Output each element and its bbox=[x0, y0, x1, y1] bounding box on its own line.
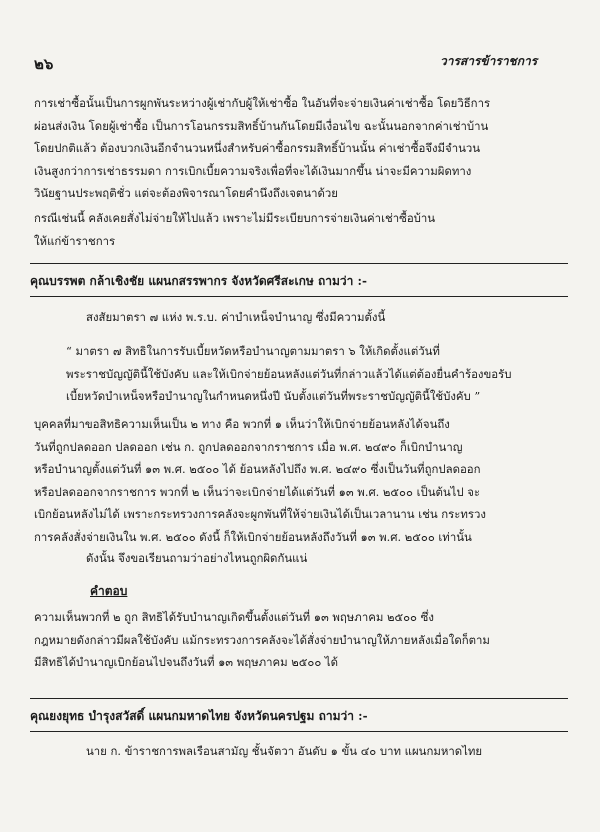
page-number: ๒๖ bbox=[34, 55, 54, 73]
divider bbox=[30, 263, 568, 264]
text-line: กฎหมายดังกล่าวมีผลใช้บังคับ แม้กระทรวงการคลังจะได้สั่งจ่ายบำนาญให้ภายหลังเมื่อใดก็ตาม bbox=[34, 632, 490, 647]
paragraph-ruling bbox=[34, 207, 566, 252]
question-close: ดังนั้น จึงขอเรียนถามว่าอย่างไหนถูกผิดกันแน่ bbox=[86, 551, 308, 565]
quoted-law bbox=[66, 340, 566, 408]
divider bbox=[30, 296, 568, 297]
text-line: บุคคลที่มาขอสิทธิความเห็นเป็น ๒ ทาง คือ พวกที่ ๑ เห็นว่าให้เบิกจ่ายย้อนหลังได้จนถึง bbox=[34, 417, 450, 431]
text-line: “ มาตรา ๗ สิทธิในการรับเบี้ยหวัดหรือบำนาญตามมาตรา ๖ ให้เกิดตั้งแต่วันที่ bbox=[66, 344, 440, 358]
text-line: การเช่าซื้อนั้นเป็นการผูกพันระหว่างผู้เช่ากับผู้ให้เช่าซื้อ ในอันที่จะจ่ายเงินค่าเช่าซื้อ โดยวิธีการ bbox=[34, 96, 491, 110]
question-2-first-line: นาย ก. ข้าราชการพลเรือนสามัญ ชั้นจัตวา อันดับ ๑ ขั้น ๔๐ บาท แผนกมหาดไทย bbox=[86, 744, 483, 758]
text-line: เงินสูงกว่าการเช่าธรรมดา การเบิกเบี้ยความจริงเพื่อที่จะได้เงินมากขึ้น น่าจะมีความผิดทาง bbox=[34, 163, 472, 178]
answer-body bbox=[34, 606, 566, 674]
text-line: โดยปกติแล้ว ต้องบวกเงินอีกจำนวนหนึ่งสำหรับค่าซื้อกรรมสิทธิ์บ้านนั้น ค่าเช่าซื้อจึงมีจำนวน bbox=[34, 141, 481, 155]
text-line: การคลังสั่งจ่ายเงินใน พ.ศ. ๒๕๐๐ ดังนี้ ก็ให้เบิกจ่ายย้อนหลังถึงวันที่ ๑๓ พ.ศ. ๒๕๐๐ เท่านั้น bbox=[34, 529, 472, 544]
running-head: วารสารข้าราชการ bbox=[440, 54, 538, 68]
question-body bbox=[34, 413, 566, 548]
answer-label: คำตอบ bbox=[90, 584, 128, 598]
question-intro: สงสัยมาตรา ๗ แห่ง พ.ร.บ. ค่าบำเหน็จบำนาญ ซึ่งมีความตั้งนี้ bbox=[86, 310, 386, 324]
text-line: วินัยฐานประพฤติชั่ว แต่จะต้องพิจารณาโดยคำนึงถึงเจตนาด้วย bbox=[34, 186, 338, 200]
text-line: วันที่ถูกปลดออก ปลดออก เช่น ก. ถูกปลดออกจากราชการ เมื่อ พ.ศ. ๒๔๙๐ ก็เบิกบำนาญ bbox=[34, 439, 463, 454]
text-line: หรือบำนาญตั้งแต่วันที่ ๑๓ พ.ศ. ๒๕๐๐ ได้ ย้อนหลังไปถึง พ.ศ. ๒๔๙๐ ซึ่งเป็นวันที่ถูกปลดออก bbox=[34, 462, 481, 476]
text-line: ความเห็นพวกที่ ๒ ถูก สิทธิได้รับบำนาญเกิดขึ้นตั้งแต่วันที่ ๑๓ พฤษภาคม ๒๕๐๐ ซึ่ง bbox=[34, 610, 434, 624]
text-line: มีสิทธิได้บำนาญเบิกย้อนไปจนถึงวันที่ ๑๓ พฤษภาคม ๒๕๐๐ ได้ bbox=[34, 655, 339, 669]
text-line: หรือปลดออกจากราชการ พวกที่ ๒ เห็นว่าจะเบิกจ่ายได้แต่วันที่ ๑๓ พ.ศ. ๒๕๐๐ เป็นต้นไป จะ bbox=[34, 484, 481, 499]
paragraph-hire-purchase bbox=[34, 92, 566, 205]
question-heading-2: คุณยงยุทธ บำรุงสวัสดิ์ แผนกมหาดไทย จังหวัดนครปฐม ถามว่า :- bbox=[30, 709, 368, 723]
text-line: เบี้ยหวัดบำเหน็จหรือบำนาญในกำหนดหนึ่งปี นับตั้งแต่วันที่พระราชบัญญัตินี้ใช้บังคับ ” bbox=[66, 389, 481, 403]
text-line: ให้แก่ข้าราชการ bbox=[34, 233, 116, 248]
divider bbox=[30, 698, 568, 699]
text-line: ผ่อนส่งเงิน โดยผู้เช่าซื้อ เป็นการโอนกรรมสิทธิ์บ้านกันโดยมีเงื่อนไข ฉะนั้นนอกจากค่าเช่าบ้าน bbox=[34, 118, 489, 133]
text-line: กรณีเช่นนี้ คลังเคยสั่งไม่จ่ายให้ไปแล้ว เพราะไม่มีระเบียบการจ่ายเงินค่าเช่าซื้อบ้าน bbox=[34, 211, 436, 225]
text-line: เบิกย้อนหลังไม่ได้ เพราะกระทรวงการคลังจะผูกพันที่ให้จ่ายเงินได้เป็นเวลานาน เช่น กระทรวง bbox=[34, 507, 486, 521]
text-line: พระราชบัญญัตินี้ใช้บังคับ และให้เบิกจ่ายย้อนหลังแต่วันที่กล่าวแล้วได้แต่ต้องยื่นคำร้องขอรับ bbox=[66, 366, 512, 381]
question-heading-1: คุณบรรพต กล้าเชิงชัย แผนกสรรพากร จังหวัดศรีสะเกษ ถามว่า :- bbox=[30, 274, 367, 288]
divider bbox=[30, 731, 568, 732]
